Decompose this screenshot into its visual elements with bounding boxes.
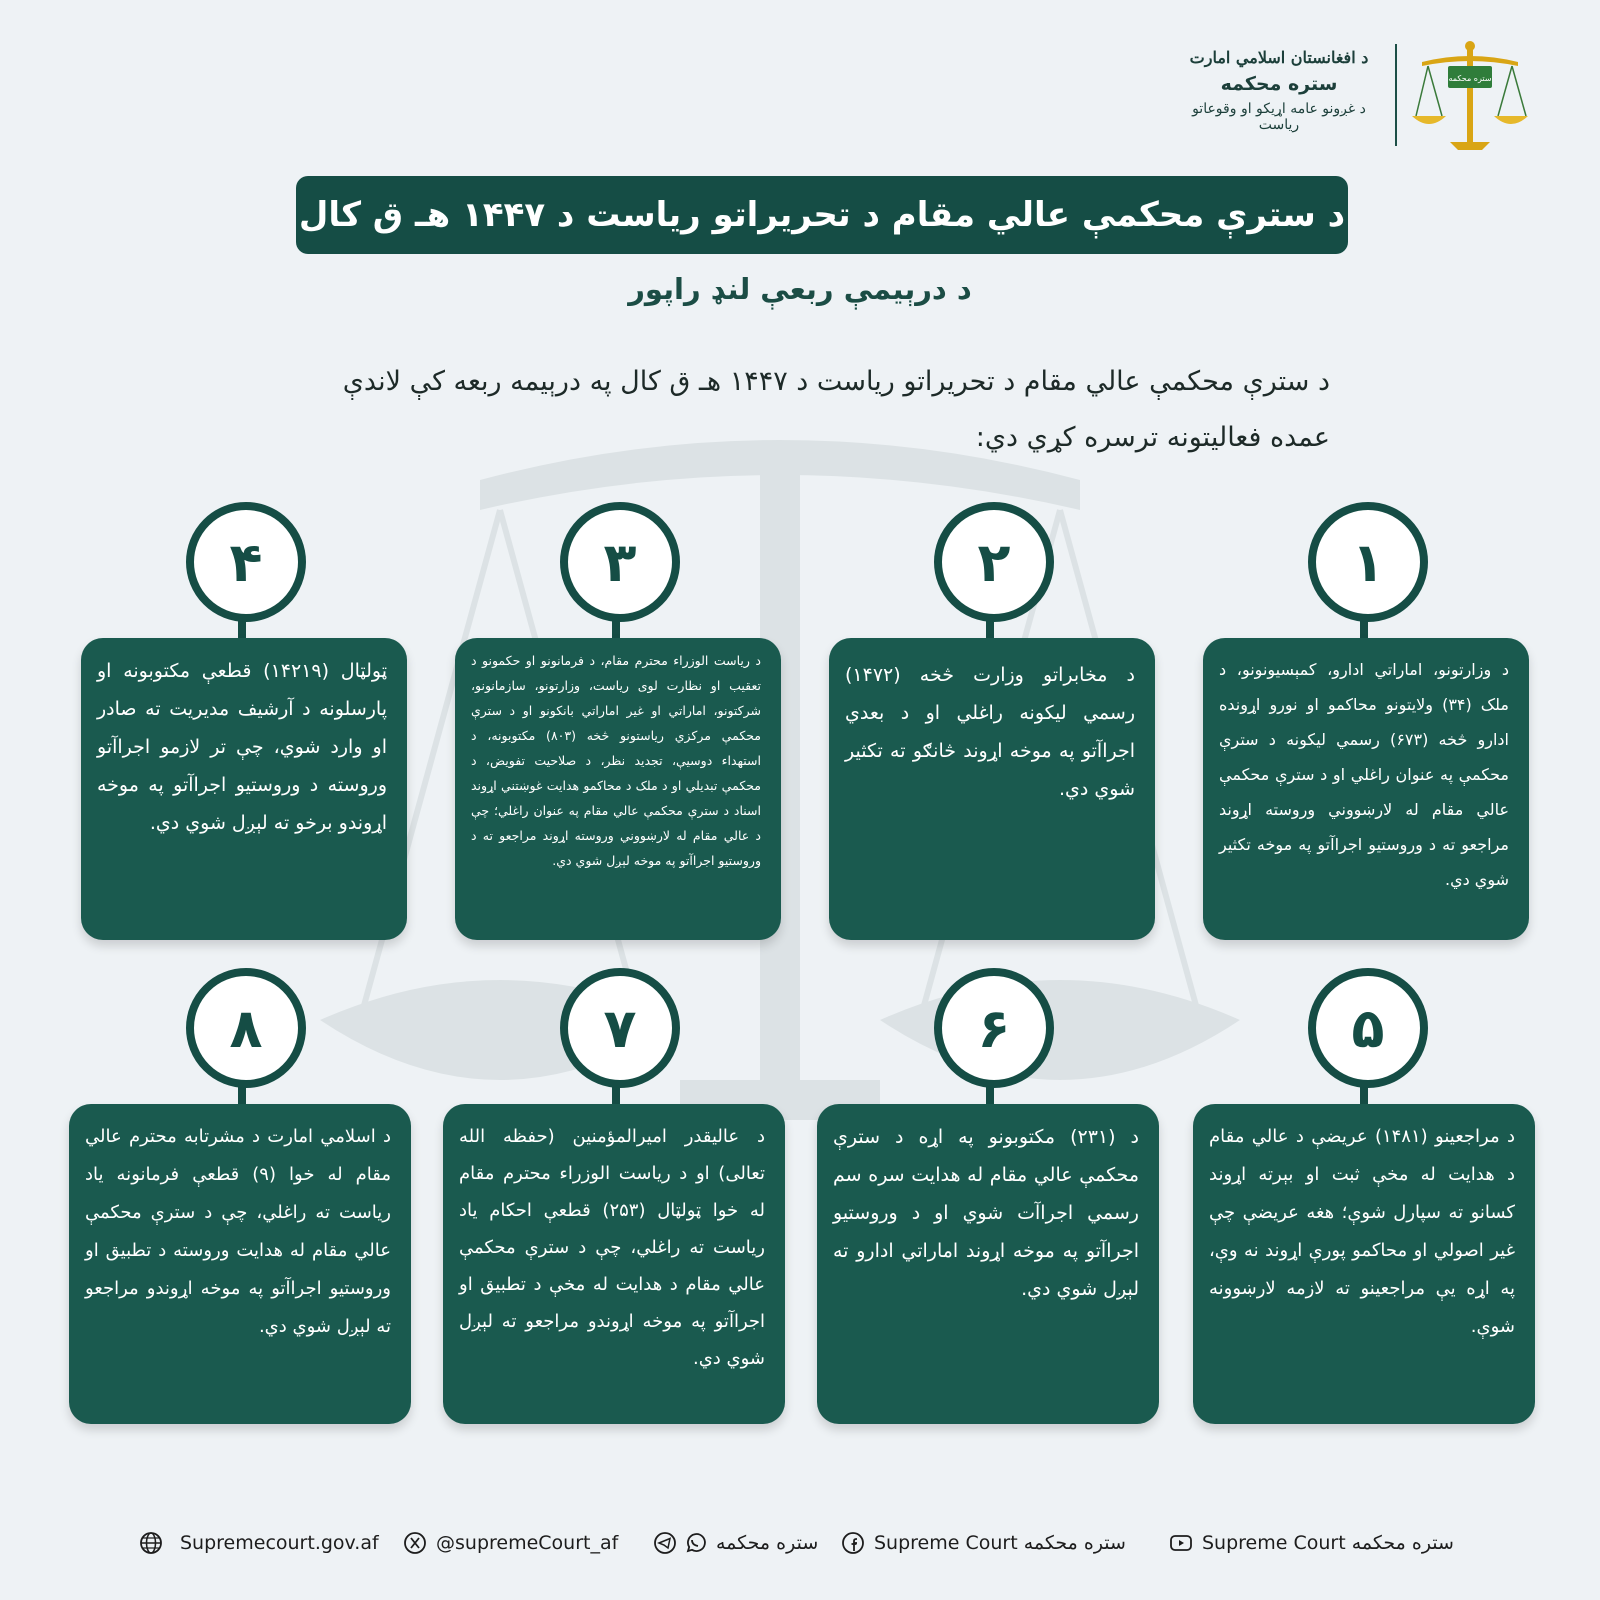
footer-contacts: [130, 1528, 1470, 1558]
header-divider: [1395, 44, 1397, 146]
footer-youtube[interactable]: [1168, 1528, 1454, 1558]
org-name-line1: د افغانستان اسلامي امارت: [1189, 48, 1369, 67]
svg-text:ستره محکمه: ستره محکمه: [1448, 74, 1492, 83]
card-number-badge: ۸: [186, 968, 306, 1088]
activity-card-8: [69, 1104, 411, 1424]
organization-name: [1170, 48, 1388, 133]
activity-text: د (۲۳۱) مکتوبونو په اړه د سترې محکمې عالي مقام له هدایت سره سم رسمي اجراآت شوي او د وروستیو اجراآتو په موخه اړوند اماراتي ادارو ته لېږل شوي دي.: [833, 1126, 1139, 1300]
intro-paragraph: د سترې محکمې عالي مقام د تحریراتو ریاست د ۱۴۴۷ هـ ق کال په درېیمه ربعه کې لاندې عمده فعالیتونه ترسره کړي دي:: [342, 366, 1330, 453]
card-number-badge: ۷: [560, 968, 680, 1088]
card-number-badge: ۱: [1308, 502, 1428, 622]
activity-card-3: [455, 638, 781, 940]
card-number-badge: ۲: [934, 502, 1054, 622]
card-number-badge: ۳: [560, 502, 680, 622]
activity-text: د وزارتونو، اماراتي ادارو، کمېسیونونو، د ملک (۳۴) ولایتونو محاکمو او نورو اړونده ادارو څخه (۶۷۳) رسمي لیکونه د سترې محکمې په عنوان راغلي او د سترې محکمې عالي مقام له لارښووني وروسته اړوند مراجعو ته د وروستیو اجراآتو په موخه تکثیر شوي دي.: [1219, 660, 1509, 889]
x-icon: [402, 1530, 428, 1556]
activity-text: د ریاست الوزراء محترم مقام، د فرمانونو او حکمونو د تعقیب او نظارت لوی ریاست، وزارتونو، سازمانونو، شرکتونو، اماراتي او غیر اماراتي بانکونو او د سترې محکمې مرکزي ریاستونو څخه (۸۰۳) مکتوبونه، د استهداء دوسیې، تجدید نظر، د صلاحیت تفویض، د محکمې تبدیلي او د ملک د محاکمو هدایت غوښتني اړوند اسناد د سترې محکمې عالي مقام په عنوان راغلي؛ چې د عالي مقام له لارښووني وروسته اړوند مراجعو ته د وروستیو اجراآتو په موخه لېږل شوي دي.: [471, 653, 761, 868]
card-number-badge: ۵: [1308, 968, 1428, 1088]
activity-card-4: [81, 638, 407, 940]
telegram-icon: [652, 1530, 678, 1556]
footer-messaging[interactable]: [652, 1528, 818, 1558]
card-number-badge: ۶: [934, 968, 1054, 1088]
activity-card-5: [1193, 1104, 1535, 1424]
activity-text: ټولټال (۱۴۲۱۹) قطعې مکتوبونه او پارسلونه د آرشیف مدیریت ته صادر او وارد شوي، چې تر لازمو اجراآتو وروسته د وروستیو اجراآتو په موخه اړوندو برخو ته لېږل شوي دي.: [97, 660, 388, 834]
footer-youtube-label: Supreme Court ستره محکمه: [1202, 1532, 1454, 1554]
supreme-court-logo: [1410, 40, 1530, 155]
footer-twitter-label: @supremeCourt_af: [436, 1532, 619, 1554]
activity-card-7: [443, 1104, 785, 1424]
footer-facebook-label: Supreme Court ستره محکمه: [874, 1532, 1126, 1554]
activity-text: د عالیقدر امیرالمؤمنین (حفظه الله تعالی) او د ریاست الوزراء محترم مقام له خوا ټولټال (۲۵۳) قطعې احکام یاد ریاست ته راغلي، چې د سترې محکمې عالي مقام د هدایت له مخې د تطبیق او اجراآتو په موخه اړوندو مراجعو ته لېږل شوي دي.: [459, 1126, 765, 1369]
page-subtitle: د درېیمې ربعې لنډ راپور: [628, 272, 972, 306]
footer-messaging-label: ستره محکمه: [716, 1532, 819, 1554]
footer-website[interactable]: [138, 1528, 379, 1558]
activity-card-6: [817, 1104, 1159, 1424]
activity-text: د مراجعینو (۱۴۸۱) عریضې د عالي مقام د هدایت له مخې ثبت او بېرته اړوند کسانو ته سپارل شوې؛ هغه عریضې چې غیر اصولي او محاکمو پورې اړوند نه وې، په اړه یې مراجعینو ته لازمه لارښوونه شوې.: [1209, 1126, 1515, 1337]
footer-twitter[interactable]: [402, 1528, 618, 1558]
page-title: د سترې محکمې عالي مقام د تحریراتو ریاست د ۱۴۴۷ هـ ق کال: [296, 176, 1348, 254]
card-number-badge: ۴: [186, 502, 306, 622]
facebook-icon: [840, 1530, 866, 1556]
activity-text: د مخابراتو وزارت څخه (۱۴۷۲) رسمي لیکونه راغلي او د بعدي اجراآتو په موخه اړوند څانګو ته تکثیر شوي دي.: [845, 664, 1135, 800]
org-name-line3: د غږونو عامه اړیکو او وقوعاتو ریاست: [1192, 101, 1366, 133]
activity-card-1: [1203, 638, 1529, 940]
youtube-icon: [1168, 1530, 1194, 1556]
activity-text: د اسلامي امارت د مشرتابه محترم عالي مقام له خوا (۹) قطعې فرمانونه یاد ریاست ته راغلي، چې د سترې محکمې عالي مقام له هدایت وروسته د تطبیق او وروستیو اجراآتو په موخه اړوندو مراجعو ته لېږل شوي دي.: [85, 1126, 391, 1337]
activity-card-2: [829, 638, 1155, 940]
globe-icon: [138, 1530, 164, 1556]
whatsapp-icon: [682, 1530, 708, 1556]
footer-website-label: Supremecourt.gov.af: [180, 1532, 379, 1554]
org-name-line2: ستره محکمه: [1220, 73, 1338, 95]
footer-facebook[interactable]: [840, 1528, 1126, 1558]
